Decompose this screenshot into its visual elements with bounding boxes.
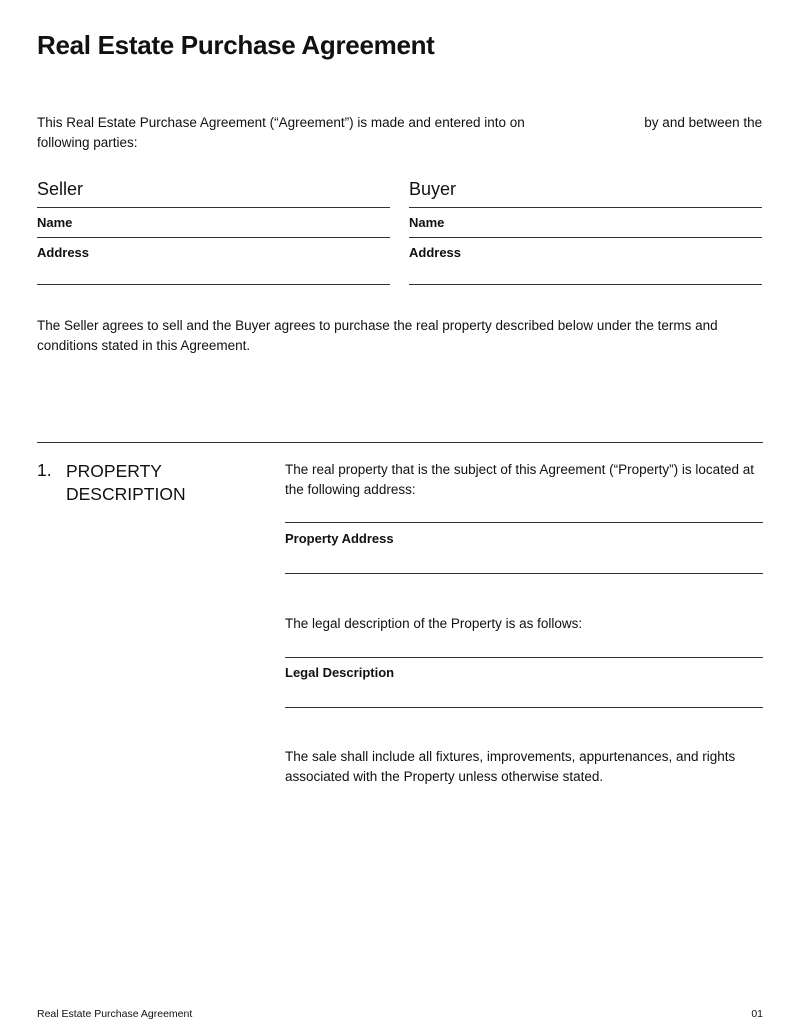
fixtures-paragraph: The sale shall include all fixtures, improvements, appurtenances, and rights associated with the Property unless otherwise stated. [285,749,736,784]
legal-description-intro: The legal description of the Property is as follows: [285,616,583,631]
property-address-field[interactable] [285,573,763,574]
section-divider [37,442,763,443]
buyer-name-label: Name [409,215,445,230]
seller-name-label: Name [37,215,73,230]
buyer-block [409,178,762,285]
section-number: 1. [37,460,52,480]
legal-description-field[interactable] [285,707,763,708]
buyer-heading: Buyer [409,178,762,208]
seller-block [37,178,390,285]
intro-text-before-date: This Real Estate Purchase Agreement (“Agreement”) is made and entered into on [37,115,525,130]
buyer-address-field[interactable] [409,238,762,285]
seller-address-field[interactable] [37,238,390,285]
seller-address-label: Address [37,245,90,260]
section-title: PROPERTY DESCRIPTION [66,461,186,504]
property-address-top-line [285,522,763,523]
footer-page-number: 01 [751,1008,763,1020]
seller-heading: Seller [37,178,390,208]
buyer-name-field[interactable] [409,208,762,238]
intro-paragraph [37,113,800,153]
footer-document-name: Real Estate Purchase Agreement [37,1008,193,1020]
buyer-address-label: Address [409,245,462,260]
seller-name-field[interactable] [37,208,390,238]
legal-description-label: Legal Description [285,665,395,680]
agreement-paragraph: The Seller agrees to sell and the Buyer agrees to purchase the real property described below under the terms and conditions stated in this Agreement. [37,318,718,353]
property-address-label: Property Address [285,531,394,546]
property-address-intro: The real property that is the subject of this Agreement (“Property”) is located at the following address: [285,462,754,497]
legal-description-top-line [285,657,763,658]
intro-text-after-date: by and between the following parties: [37,115,763,150]
page-title: Real Estate Purchase Agreement [37,30,435,60]
